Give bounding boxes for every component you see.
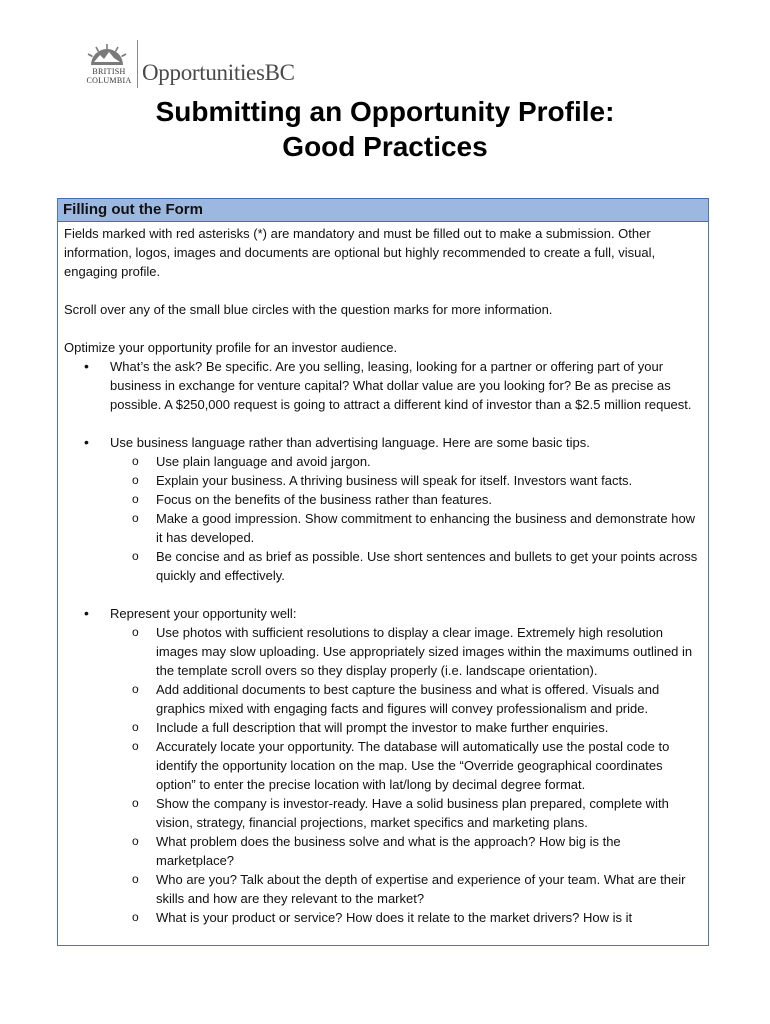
sub-list-item: o Be concise and as brief as possible. Use short sentences and bullets to get your points across quickly and effectively. — [110, 547, 701, 585]
sub-list-item: o Accurately locate your opportunity. The database will automatically use the postal code to identify the opportunity location on the map. Use the “Override geographical coordinates option” to enter the precise location with lat/long by decimal degree format. — [110, 737, 701, 794]
sub-list — [110, 452, 701, 585]
sub-list-item: o Show the company is investor-ready. Have a solid business plan prepared, complete with vision, strategy, financial projections, market specifics and marketing plans. — [110, 794, 701, 832]
province-label-line1: BRITISH — [92, 67, 126, 76]
list-item-represent-opportunity — [64, 604, 701, 927]
sub-list-item: o What problem does the business solve and what is the approach? How big is the marketplace? — [110, 832, 701, 870]
section-header: Filling out the Form — [58, 198, 708, 222]
form-guidance-section — [57, 198, 709, 946]
list-item-label: Use business language rather than advertising language. Here are some basic tips. — [110, 435, 590, 450]
scroll-note-paragraph: Scroll over any of the small blue circles with the question marks for more information. — [64, 302, 553, 317]
sub-list-item: o Include a full description that will prompt the investor to make further enquiries. — [110, 718, 701, 737]
sub-list-item: o Make a good impression. Show commitment to enhancing the business and demonstrate how it has developed. — [110, 509, 701, 547]
sub-list-item: o Add additional documents to best capture the business and what is offered. Visuals and graphics mixed with engaging facts and figures will convey professionalism and pride. — [110, 680, 701, 718]
sub-list-item: o Focus on the benefits of the business rather than features. — [110, 490, 701, 509]
sub-list-item: o Use plain language and avoid jargon. — [110, 452, 701, 471]
optimize-paragraph: Optimize your opportunity profile for an investor audience. — [64, 340, 398, 355]
logo-divider — [137, 40, 138, 88]
sub-list-item: o What is your product or service? How does it relate to the market drivers? How is it — [110, 908, 701, 927]
section-body — [58, 222, 708, 927]
sub-list-item: o Explain your business. A thriving business will speak for itself. Investors want facts. — [110, 471, 701, 490]
intro-paragraph: Fields marked with red asterisks (*) are mandatory and must be filled out to make a submission. Other information, logos, images and documents are optional but highly recommended to create a full, visual, engaging profile. — [64, 226, 656, 279]
page-title-line2: Good Practices — [282, 131, 488, 162]
page-title-line1: Submitting an Opportunity Profile: — [155, 96, 615, 127]
sub-list — [110, 623, 701, 927]
list-item-label: Represent your opportunity well: — [110, 606, 297, 621]
province-label-line2: COLUMBIA — [86, 76, 132, 85]
sub-list-item: o Use photos with sufficient resolutions to display a clear image. Extremely high resolution images may slow uploading. Use appropriately sized images within the maximums outlined in the template scroll overs so they display properly (i.e. landscape orientation). — [110, 623, 701, 680]
list-item-ask: • What’s the ask? Be specific. Are you selling, leasing, looking for a partner or offering part of your business in exchange for venture capital? What dollar value are you looking for? Be as precise as possible. A $250,000 request is going to attract a different kind of investor than a $2.5 million request. — [64, 357, 701, 414]
list-item-business-language — [64, 433, 701, 585]
tips-list — [64, 357, 701, 414]
sub-list-item: o Who are you? Talk about the depth of expertise and experience of your team. What are their skills and how are they relevant to the market? — [110, 870, 701, 908]
opportunitiesbc-logo — [82, 38, 302, 94]
brand-name: OpportunitiesBC — [142, 60, 295, 85]
